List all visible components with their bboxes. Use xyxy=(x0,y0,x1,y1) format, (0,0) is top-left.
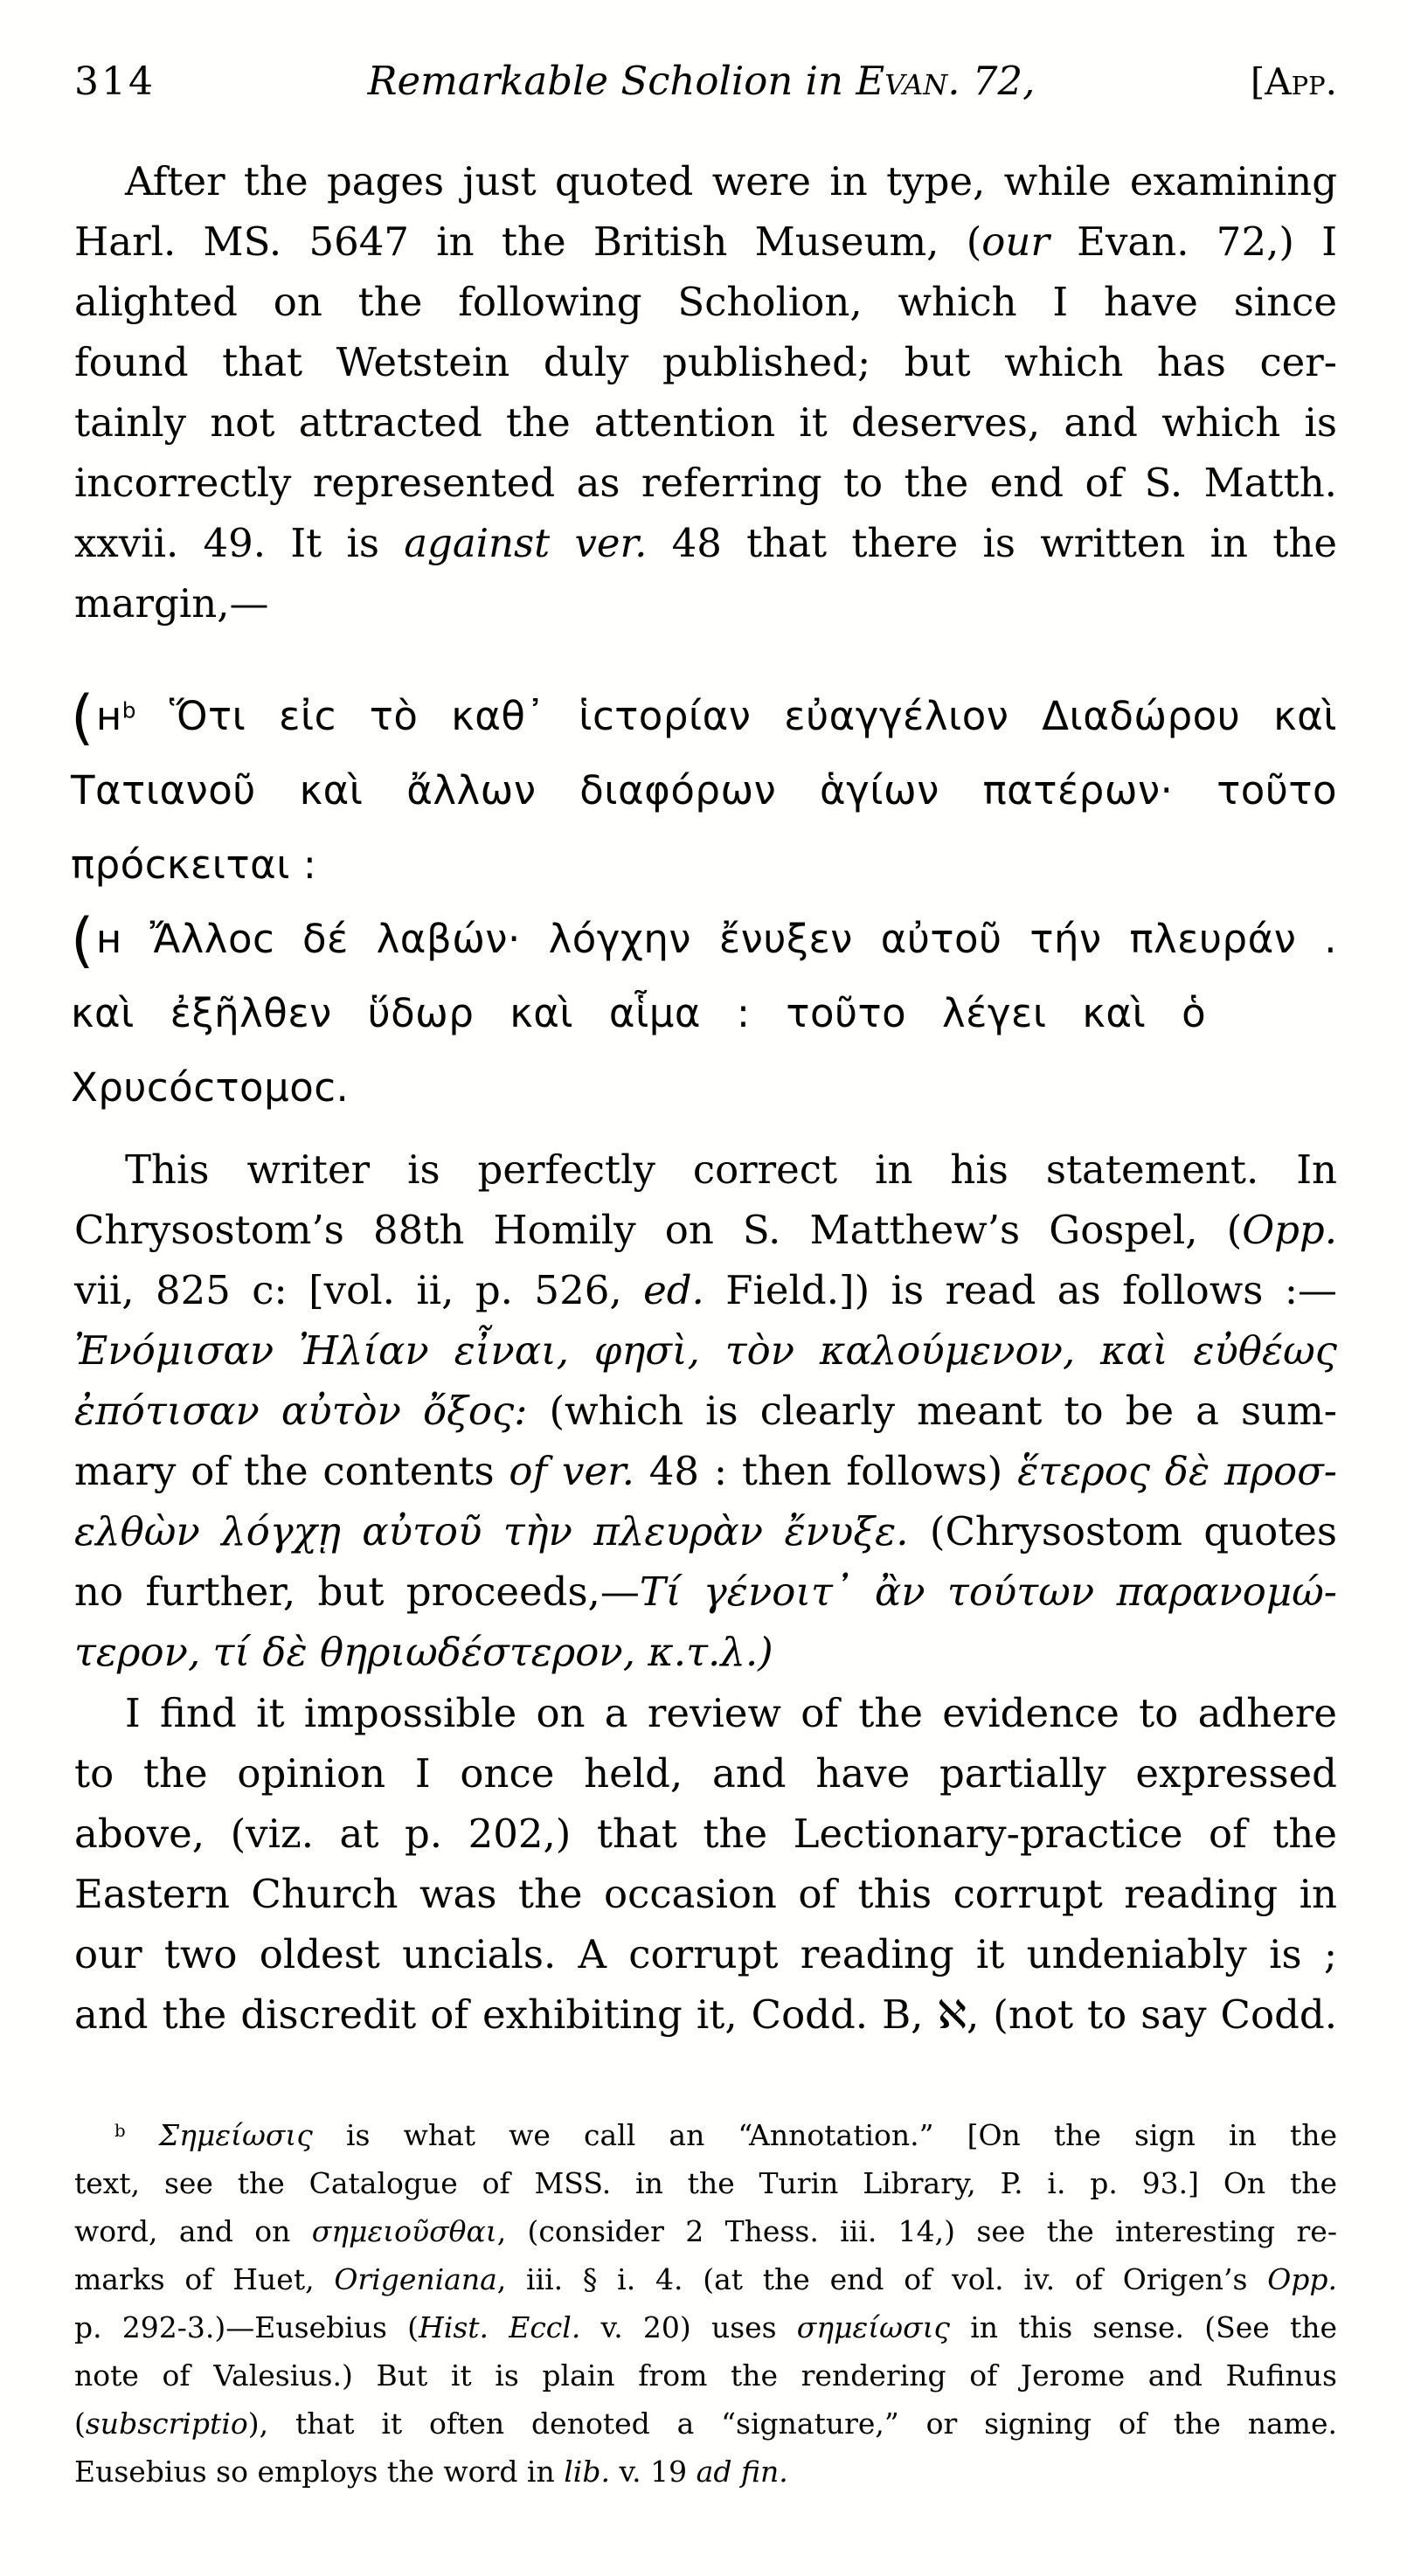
text-run: Eastern Church was the occasion of this corrupt reading in xyxy=(74,1871,1337,1917)
text-run: found that Wetstein duly published; but which has cer- xyxy=(74,339,1337,385)
greek-text-line xyxy=(71,1050,1337,1125)
text-line xyxy=(74,1562,1337,1622)
text-run: , (consider 2 Thess. iii. 14,) see the interesting re- xyxy=(496,2214,1337,2248)
text-run: Eusebius so employs the word in xyxy=(74,2455,565,2489)
text-run: Opp. xyxy=(1242,1207,1337,1253)
greek-text-line xyxy=(71,828,1337,902)
text-run: σημείωσις xyxy=(796,2310,951,2344)
text-run: Τί γένοιτ᾽ ἂν τούτων παρανομώ- xyxy=(639,1568,1337,1615)
text-run: Evan. 72,) I xyxy=(1049,218,1337,265)
text-run: [ xyxy=(1250,60,1265,103)
text-run: b xyxy=(114,2121,126,2142)
text-run: v. 19 xyxy=(609,2455,697,2489)
running-title xyxy=(197,56,1206,107)
text-run: lib. xyxy=(564,2455,610,2489)
text-run: to the opinion I once held, and have partially expressed xyxy=(74,1750,1337,1797)
text-run: ʜ xyxy=(95,916,122,962)
paragraph-1 xyxy=(74,151,1337,634)
header-corner-label xyxy=(1206,57,1337,107)
greek-scholion-quote xyxy=(71,679,1337,1125)
text-run: , (not to say Codd. xyxy=(967,1991,1337,2038)
text-run: (Chrysostom quotes xyxy=(908,1508,1338,1555)
text-run: ( xyxy=(71,905,94,975)
text-line xyxy=(74,1804,1337,1864)
text-run: ελθὼν λόγχῃ αὐτοῦ τὴν πλευρὰν ἔνυξε. xyxy=(74,1508,909,1555)
text-run: incorrectly represented as referring to the end of S. Matth. xyxy=(74,460,1337,506)
text-line xyxy=(74,1320,1337,1381)
text-line xyxy=(74,513,1337,573)
text-line xyxy=(74,1501,1337,1562)
footnote-line xyxy=(74,2448,1337,2496)
text-run: σημειοῦσθαι xyxy=(311,2214,497,2248)
text-run: tainly not attracted the attention it deserves, and which is xyxy=(74,399,1337,446)
text-line xyxy=(74,1441,1337,1501)
footnote-line xyxy=(74,2303,1337,2351)
greek-text-line xyxy=(71,753,1337,828)
greek-text-line xyxy=(71,976,1337,1050)
text-run: ʜ xyxy=(95,693,122,739)
text-run: Harl. MS. 5647 in the British Museum, ( xyxy=(74,218,982,265)
text-run: marks of Huet, xyxy=(74,2262,335,2296)
text-run: Ἄλλοϲ δέ λαβών· λόγχην ἔνυξεν αὐτοῦ τήν πλευράν . xyxy=(121,916,1337,962)
footnote-line xyxy=(74,2399,1337,2448)
text-run: vii, 825 c: [vol. ii, p. 526, xyxy=(74,1267,644,1313)
text-run: note of Valesius.) But it is plain from the rendering of Jerome and Rufinus xyxy=(74,2358,1337,2392)
text-line xyxy=(74,1864,1337,1924)
text-line xyxy=(74,1984,1337,2045)
text-run: ), that it often denoted a “signature,” or signing of the name. xyxy=(247,2406,1337,2441)
text-run: ἐπότισαν αὐτὸν ὄξος: xyxy=(74,1388,528,1434)
text-line xyxy=(74,1683,1337,1743)
text-run: Ὅτι εἰϲ τὸ καθ᾽ ἱϲτορίαν εὐαγγέλιον Διαδώρου καὶ xyxy=(135,693,1337,739)
text-run: App. xyxy=(1265,60,1337,103)
text-line xyxy=(74,272,1337,332)
text-run: in this sense. (See the xyxy=(950,2310,1337,2344)
text-run: and the discredit of exhibiting it, Codd. B, xyxy=(74,1991,938,2038)
text-line xyxy=(74,1381,1337,1441)
page-number: 314 xyxy=(74,59,156,104)
text-run: of ver. xyxy=(509,1448,634,1494)
text-line xyxy=(74,453,1337,513)
text-run: our two oldest uncials. A corrupt reading it undeniably is ; xyxy=(74,1931,1337,1977)
text-run: Evan. xyxy=(856,58,960,104)
text-run: no further, but proceeds,— xyxy=(74,1568,640,1615)
footnote-line xyxy=(74,2207,1337,2255)
text-run: text, see the Catalogue of MSS. in the Turin Library, P. i. p. 93.] On the xyxy=(74,2166,1337,2200)
text-run: This writer is perfectly correct in his statement. In xyxy=(125,1146,1337,1193)
footnote-b xyxy=(74,2111,1337,2496)
text-line xyxy=(74,1622,1337,1682)
text-run: is what we call an “Annotation.” [On the sign in the xyxy=(312,2118,1338,2152)
paragraph-2 xyxy=(74,1139,1337,1682)
text-run: 48 : then follows) xyxy=(634,1448,1018,1494)
text-line xyxy=(74,573,1337,634)
text-run: ed. xyxy=(643,1267,704,1313)
text-run: After the pages just quoted were in type, while examining xyxy=(125,158,1337,204)
text-run: margin,— xyxy=(74,580,269,627)
text-run xyxy=(126,2118,159,2152)
text-line xyxy=(74,392,1337,453)
text-run: Field.]) is read as follows :— xyxy=(704,1267,1337,1313)
footnote-line xyxy=(74,2255,1337,2303)
text-run: xxvii. 49. It is xyxy=(74,520,405,566)
text-run: 72, xyxy=(960,58,1036,104)
text-run: Opp. xyxy=(1267,2262,1337,2296)
text-run: Τατιανοῦ καὶ ἄλλων διαφόρων ἁγίων πατέρων· τοῦτο xyxy=(71,767,1337,814)
text-run: Origeniana xyxy=(334,2262,497,2296)
footnote-line xyxy=(74,2351,1337,2399)
text-line xyxy=(74,1743,1337,1804)
text-run: word, and on xyxy=(74,2214,312,2248)
text-run: p. 292-3.)—Eusebius ( xyxy=(74,2310,419,2344)
text-run: our xyxy=(981,218,1050,265)
text-line xyxy=(74,332,1337,392)
text-run: πρόϲκειται : xyxy=(71,841,317,888)
text-run: ℵ xyxy=(937,1991,967,2038)
footnote-line xyxy=(74,2159,1337,2207)
text-run: ἕτερος δὲ προσ- xyxy=(1017,1448,1337,1494)
text-run: (which is clearly meant to be a sum- xyxy=(527,1388,1337,1434)
text-run: Chrysostom’s 88th Homily on S. Matthew’s Gospel, ( xyxy=(74,1207,1243,1253)
text-run: subscriptio xyxy=(85,2406,248,2441)
text-run: mary of the contents xyxy=(74,1448,509,1494)
text-run: v. 20) uses xyxy=(580,2310,797,2344)
text-line xyxy=(74,151,1337,211)
text-run: Ἐνόμισαν Ἠλίαν εἶναι, φησὶ, τὸν καλούμενον, καὶ εὐθέως xyxy=(74,1327,1337,1374)
greek-text-line xyxy=(71,902,1337,976)
greek-text-line xyxy=(71,679,1337,753)
text-run: Remarkable Scholion in xyxy=(367,58,856,104)
text-run: alighted on the following Scholion, which I have since xyxy=(74,279,1337,325)
text-run: ( xyxy=(74,2406,86,2441)
text-run: 48 that there is written in the xyxy=(647,520,1337,566)
text-line xyxy=(74,1924,1337,1984)
text-run: ad fin. xyxy=(696,2455,788,2489)
text-line xyxy=(74,1260,1337,1320)
text-run: Hist. Eccl. xyxy=(419,2310,581,2344)
text-run: καὶ ἐξῆλθεν ὕδωρ καὶ αἷμα : τοῦτο λέγει καὶ ὁ xyxy=(71,990,1207,1036)
text-run: ( xyxy=(71,682,94,752)
text-run: Σημείωσις xyxy=(158,2118,313,2152)
text-run: above, (viz. at p. 202,) that the Lectionary-practice of the xyxy=(74,1811,1337,1857)
text-run: , iii. § i. 4. (at the end of vol. iv. of Origen’s xyxy=(496,2262,1268,2296)
text-run: Χρυϲόϲτομοϲ. xyxy=(71,1064,350,1111)
text-line xyxy=(74,1139,1337,1200)
text-run: b xyxy=(121,697,136,724)
paragraph-3 xyxy=(74,1683,1337,2045)
text-run: against ver. xyxy=(404,520,648,566)
text-run: τερον, τί δὲ θηριωδέστερον, κ.τ.λ.) xyxy=(74,1629,773,1675)
text-run: I find it impossible on a review of the evidence to adhere xyxy=(125,1690,1337,1736)
page-header xyxy=(74,56,1337,107)
text-line xyxy=(74,1200,1337,1260)
footnote-line xyxy=(74,2111,1337,2159)
text-line xyxy=(74,211,1337,272)
